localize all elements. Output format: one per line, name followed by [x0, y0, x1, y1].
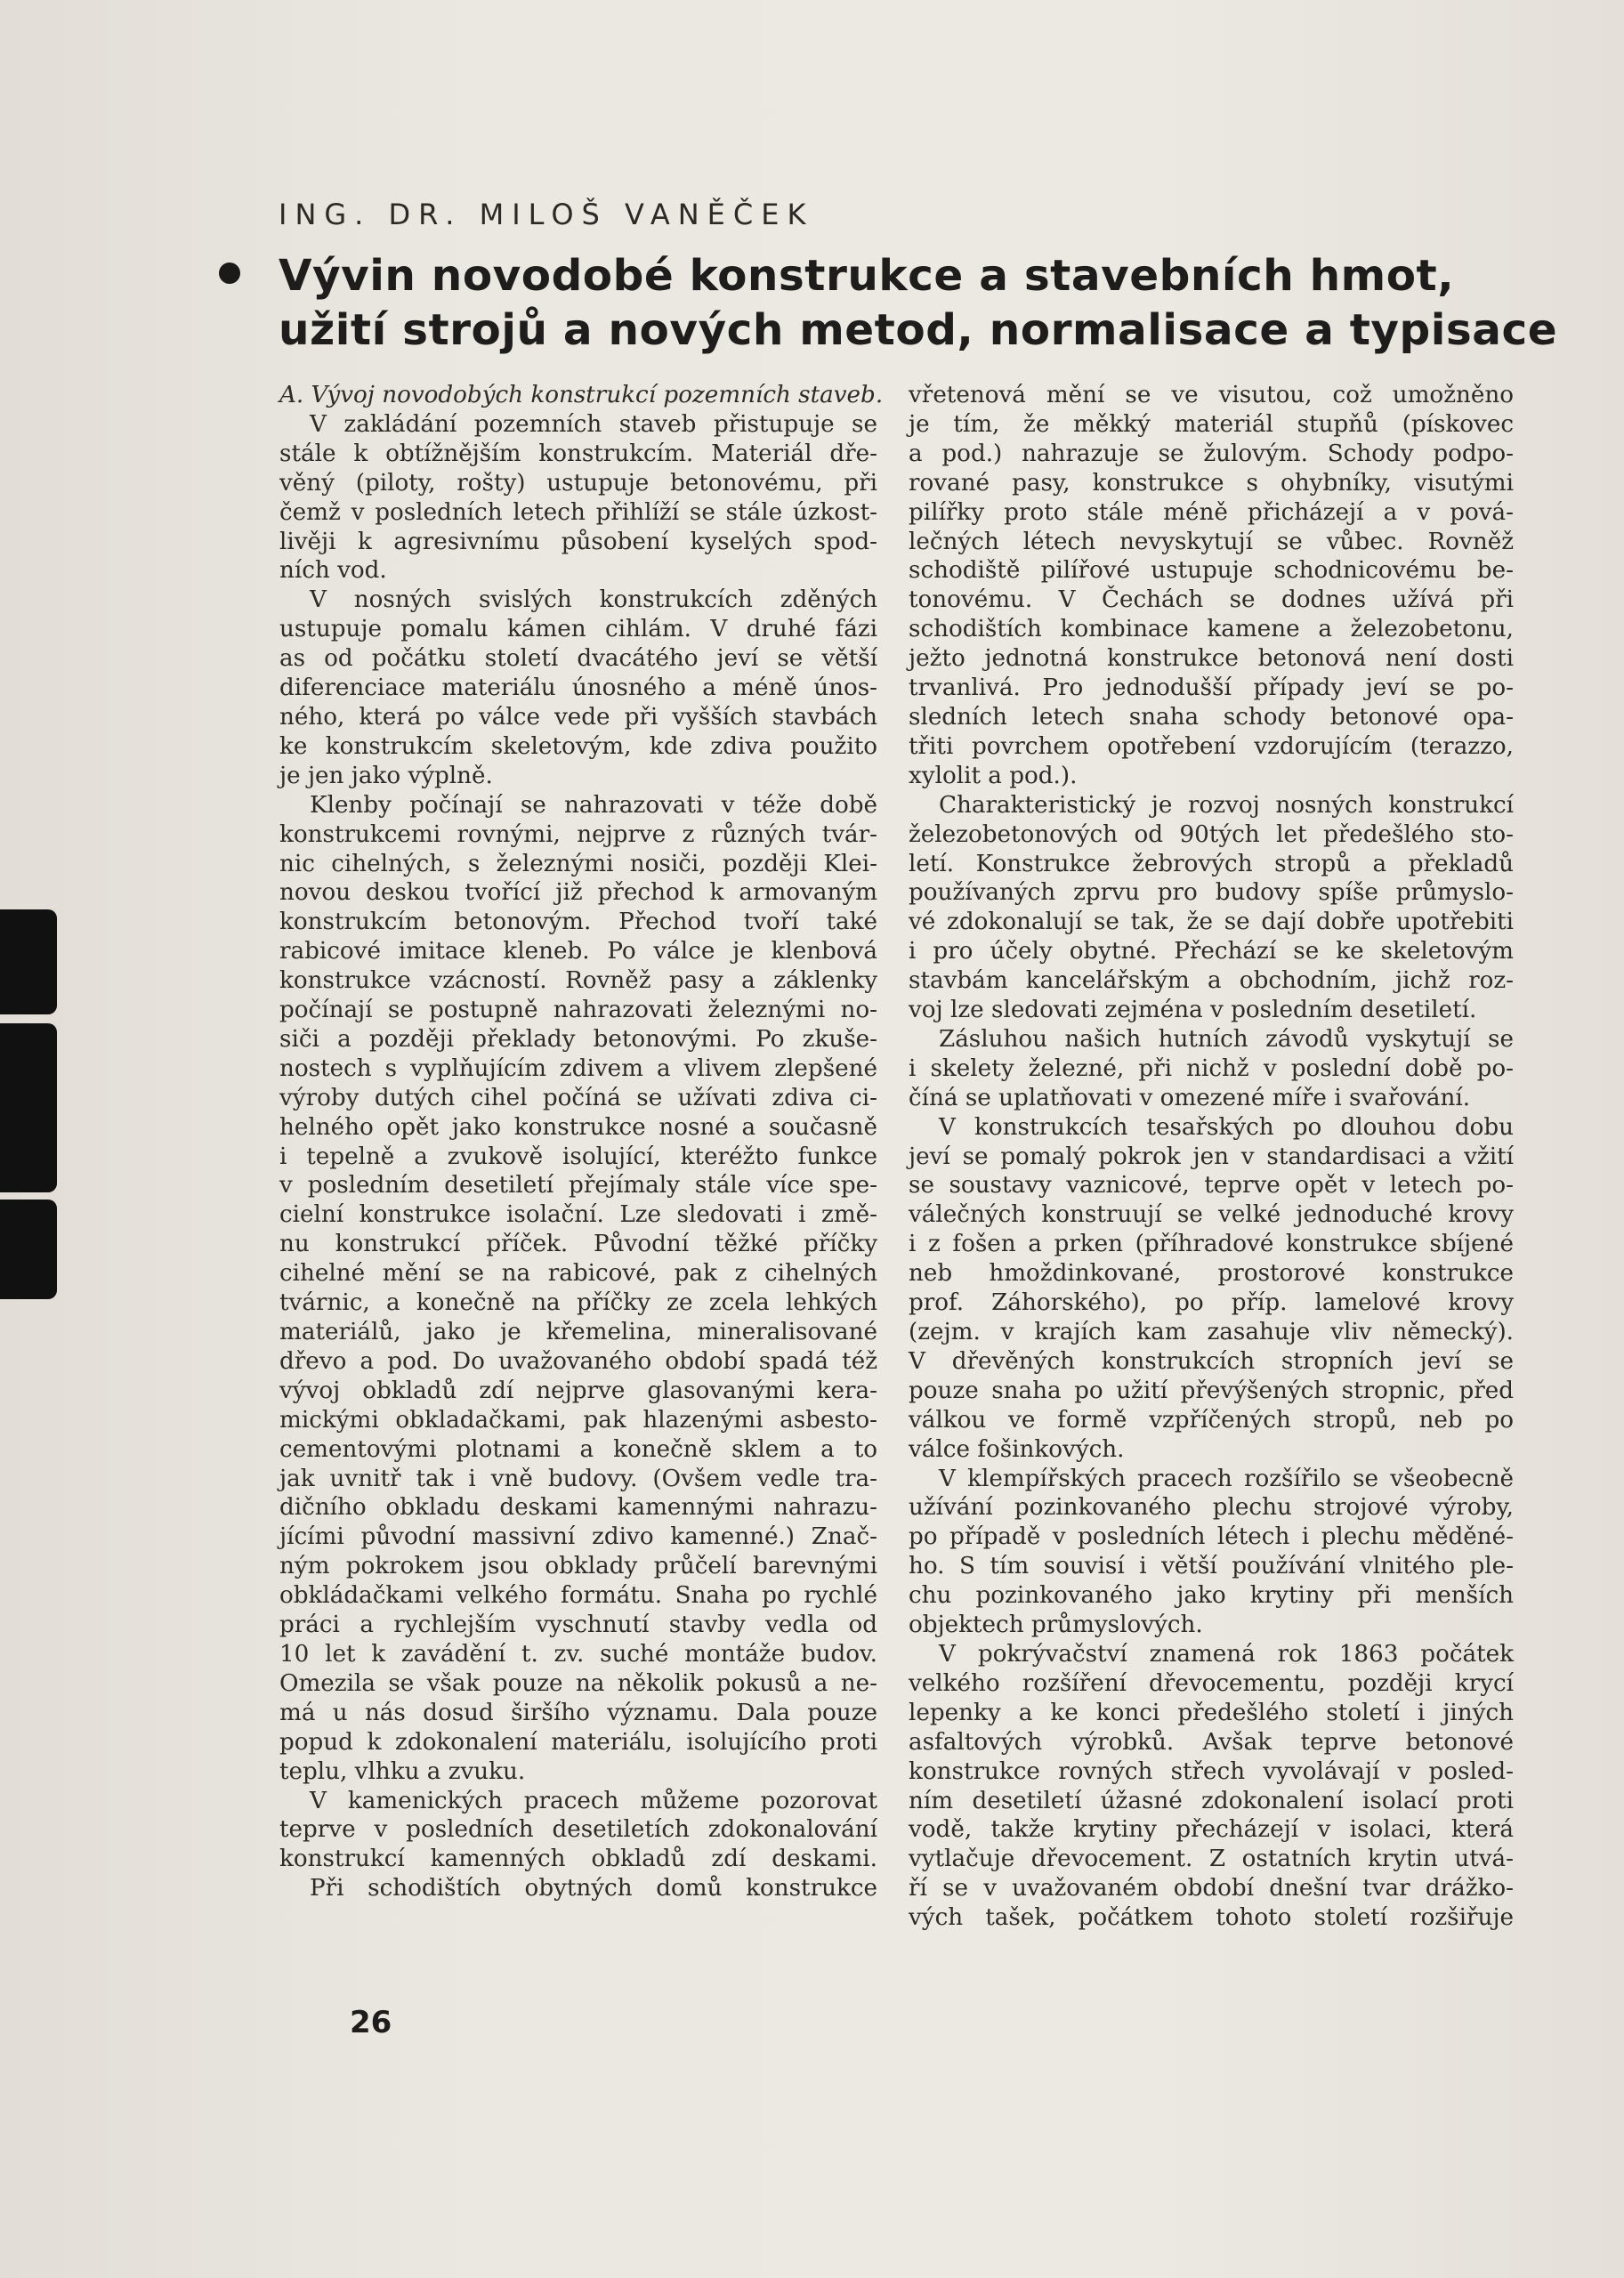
text-line: jak uvnitř tak i vně budovy. (Ovšem vedle tra-	[279, 1465, 877, 1492]
text-line: vývoj obkladů zdí nejprve glasovanými kera-	[279, 1377, 877, 1404]
text-line: helného opět jako konstrukce nosné a současně	[279, 1113, 877, 1141]
text-line: ježto jednotná konstrukce betonová není dosti	[909, 645, 1514, 673]
text-line: i skelety železné, při nichž v poslední době po-	[909, 1054, 1514, 1082]
text-line: užívání pozinkovaného plechu strojové výroby,	[909, 1494, 1514, 1522]
text-line: cihelné mění se na rabicové, pak z cihelných	[279, 1260, 877, 1288]
text-line: 10 let k zavádění t. zv. suché montáže budov.	[279, 1640, 877, 1668]
text-line: A. Vývoj novodobých konstrukcí pozemních staveb.	[279, 382, 884, 408]
text-line: vé zdokonalují se tak, že se dají dobře upotřebiti	[909, 909, 1514, 936]
text-line: jeví se pomalý pokrok jen v standardisaci a vžití	[909, 1143, 1514, 1170]
text-line: vodě, takže krytiny přecházejí v isolaci, která	[909, 1816, 1514, 1844]
text-line: ních vod.	[279, 557, 387, 585]
text-line: ným pokrokem jsou obklady průčelí barevnými	[279, 1553, 877, 1580]
text-line: livěji k agresivnímu působení kyselých spod-	[279, 528, 877, 555]
text-line: voj lze sledovati zejména v posledním desetiletí.	[909, 997, 1477, 1024]
text-line: prof. Záhorského), po příp. lamelové krovy	[909, 1289, 1514, 1317]
text-line: vřetenová mění se ve visutou, což umožněno	[909, 382, 1514, 408]
text-line: používaných zprvu pro budovy spíše průmyslo-	[909, 879, 1514, 907]
text-line: cielní konstrukce isolační. Lze sledovati i změ-	[279, 1201, 877, 1229]
text-line: věný (piloty, rošty) ustupuje betonovému, při	[279, 469, 877, 497]
text-line: konstrukce vzácností. Rovněž pasy a záklenky	[279, 967, 877, 995]
text-line: má u nás dosud širšího významu. Dala pouze	[279, 1699, 877, 1726]
text-line: konstrukcím betonovým. Přechod tvoří také	[279, 909, 877, 936]
text-line: nic cihelných, s železnými nosiči, později Klei-	[279, 850, 877, 877]
text-line: cementovými plotnami a konečně sklem a to	[279, 1435, 877, 1463]
text-line: ke konstrukcím skeletovým, kde zdiva použito	[279, 732, 877, 760]
text-line: a pod.) nahrazuje se žulovým. Schody podpo-	[909, 440, 1514, 467]
text-line: válkou ve formě vzpříčených stropů, neb po	[909, 1406, 1514, 1434]
binder-clip	[0, 1200, 57, 1299]
text-line: čemž v posledních letech přihlíží se stále úzkost-	[279, 498, 877, 526]
binder-clip	[0, 909, 57, 1014]
text-line: konstrukcemi rovnými, nejprve z různých tvár-	[279, 820, 877, 848]
article-title	[279, 249, 1558, 358]
text-line: novou deskou tvořící již přechod k armovaným	[279, 879, 877, 907]
text-line: jícími původní massivní zdivo kamenné.) Znač-	[279, 1523, 877, 1551]
text-line: ustupuje pomalu kámen cihlám. V druhé fázi	[279, 616, 877, 643]
text-line: dřevo a pod. Do uvažovaného období spadá též	[279, 1347, 877, 1375]
text-line: je tím, že měkký materiál stupňů (pískovec	[909, 410, 1514, 438]
text-line: popud k zdokonalení materiálu, isolujícího proti	[279, 1728, 877, 1756]
text-line: lečných létech nevyskytují se vůbec. Rovněž	[909, 528, 1514, 555]
text-line: V dřevěných konstrukcích stropních jeví se	[909, 1347, 1514, 1375]
text-line: dičního obkladu deskami kamennými nahrazu-	[279, 1494, 877, 1522]
text-line: siči a později překlady betonovými. Po zkuše-	[279, 1025, 877, 1053]
text-line: stále k obtížnějším konstrukcím. Materiál dře-	[279, 440, 877, 467]
text-line: chu pozinkovaného jako krytiny při menších	[909, 1582, 1514, 1610]
text-line: po případě v posledních létech i plechu měděné-	[909, 1523, 1514, 1551]
text-line: ného, která po válce vede při vyšších stavbách	[279, 703, 877, 731]
text-line: nu konstrukcí příček. Původní těžké příčky	[279, 1231, 877, 1258]
text-line: letí. Konstrukce žebrových stropů a překladů	[909, 850, 1514, 877]
text-line: xylolit a pod.).	[909, 762, 1078, 789]
text-line: V zakládání pozemních staveb přistupuje se	[310, 410, 877, 438]
text-line: Klenby počínají se nahrazovati v téže době	[310, 791, 877, 819]
page-number: 26	[350, 2005, 392, 2040]
text-line: trvanlivá. Pro jednodušší případy jeví se po-	[909, 675, 1514, 702]
text-line: válce fošinkových.	[909, 1435, 1125, 1463]
title-bullet-icon	[219, 263, 240, 284]
text-line: V nosných svislých konstrukcích zděných	[310, 586, 877, 614]
text-line: tvárnic, a konečně na příčky ze zcela lehkých	[279, 1289, 877, 1317]
text-line: obkládačkami velkého formátu. Snaha po rychlé	[279, 1582, 877, 1610]
text-line: tonovému. V Čechách se dodnes užívá při	[909, 586, 1514, 614]
binder-clip	[0, 1023, 57, 1192]
text-line: teprve v posledních desetiletích zdokonalování	[279, 1816, 877, 1844]
text-line: rované pasy, konstrukce s ohybníky, visutými	[909, 469, 1514, 497]
text-line: konstrukce rovných střech vyvolávají v posled-	[909, 1757, 1514, 1785]
text-line: neb hmoždinkované, prostorové konstrukce	[909, 1260, 1514, 1288]
right-text-column	[909, 381, 1514, 1933]
text-line: ním desetiletí úžasné zdokonalení isolací proti	[909, 1787, 1514, 1814]
text-line: V kamenických pracech můžeme pozorovat	[310, 1787, 877, 1814]
text-line: Při schodištích obytných domů konstrukce	[310, 1875, 877, 1902]
text-line: ří se v uvažovaném období dnešní tvar drážko-	[909, 1875, 1514, 1902]
text-line: schodiště pilířové ustupuje schodnicovému be-	[909, 557, 1514, 585]
text-line: materiálů, jako je křemelina, mineralisované	[279, 1319, 877, 1345]
text-line: Zásluhou našich hutních závodů vyskytují se	[939, 1025, 1514, 1053]
text-line: Charakteristický je rozvoj nosných konstrukcí	[939, 791, 1514, 819]
text-line: i pro účely obytné. Přechází se ke skeletovým	[909, 938, 1514, 965]
text-line: v posledním desetiletí přejímaly stále více spe-	[279, 1172, 877, 1200]
text-line: rabicové imitace kleneb. Po válce je klenbová	[279, 938, 877, 965]
text-line: velkého rozšíření dřevocementu, později krycí	[909, 1669, 1514, 1697]
text-line: schodištích kombinace kamene a železobetonu,	[909, 616, 1514, 643]
text-line: vých tašek, počátkem tohoto století rozšiřuje	[909, 1904, 1514, 1932]
title-line: Vývin novodobé konstrukce a stavebních hmot,	[279, 251, 1455, 301]
text-line: i z fošen a prken (příhradové konstrukce sbíjené	[909, 1231, 1514, 1258]
text-line: Omezila se však pouze na několik pokusů a ne-	[279, 1669, 877, 1697]
text-line: konstrukcí kamenných obkladů zdí deskami.	[279, 1846, 877, 1873]
text-line: výroby dutých cihel počíná se užívati zdiva ci-	[279, 1084, 877, 1111]
text-line: sledních letech snaha schody betonové opa-	[909, 703, 1514, 731]
text-line: ho. S tím souvisí i větší používání vlnitého ple-	[909, 1553, 1514, 1580]
text-line: mickými obkladačkami, pak hlazenými asbesto-	[279, 1406, 877, 1434]
text-line: se soustavy vaznicové, teprve opět v letech po-	[909, 1172, 1514, 1200]
text-line: válečných konstruují se velké jednoduché krovy	[909, 1201, 1514, 1229]
text-line: železobetonových od 90tých let předešlého sto-	[909, 820, 1514, 848]
text-line: je jen jako výplně.	[279, 762, 493, 789]
text-line: nostech s vyplňujícím zdivem a vlivem zlepšené	[279, 1054, 877, 1082]
author-name: ING. DR. MILOŠ VANĚČEK	[279, 198, 814, 231]
text-line: objektech průmyslových.	[909, 1612, 1203, 1639]
text-line: asfaltových výrobků. Avšak teprve betonové	[909, 1728, 1514, 1756]
text-line: V pokrývačství znamená rok 1863 počátek	[939, 1640, 1514, 1668]
text-line: teplu, vlhku a zvuku.	[279, 1757, 526, 1785]
text-line: diferenciace materiálu únosného a méně únos-	[279, 675, 877, 702]
text-line: vytlačuje dřevocement. Z ostatních krytin utvá-	[909, 1846, 1514, 1873]
text-line: V konstrukcích tesařských po dlouhou dobu	[939, 1113, 1514, 1141]
text-line: třiti povrchem opotřebení vzdorujícím (terazzo,	[909, 732, 1514, 760]
left-text-column	[279, 381, 884, 1903]
text-line: i tepelně a zvukově isolující, kteréžto funkce	[279, 1143, 877, 1170]
title-line: užití strojů a nových metod, normalisace a typisace	[279, 305, 1558, 355]
text-line: číná se uplatňovati v omezené míře i svařování.	[909, 1084, 1471, 1111]
text-line: pouze snaha po užití převýšených stropnic, před	[909, 1377, 1514, 1404]
text-line: V klempířských pracech rozšířilo se všeobecně	[939, 1465, 1514, 1492]
text-line: pilířky proto stále méně přicházejí a v pová-	[909, 498, 1514, 526]
text-line: lepenky a ke konci předešlého století i jiných	[909, 1699, 1514, 1726]
text-line: práci a rychlejším vyschnutí stavby vedla od	[279, 1612, 877, 1639]
text-line: (zejm. v krajích kam zasahuje vliv německý).	[909, 1319, 1514, 1345]
text-line: as od počátku století dvacátého jeví se větší	[279, 645, 877, 673]
text-line: počínají se postupně nahrazovati železnými no-	[279, 997, 877, 1024]
text-line: stavbám kancelářským a obchodním, jichž roz-	[909, 967, 1514, 995]
